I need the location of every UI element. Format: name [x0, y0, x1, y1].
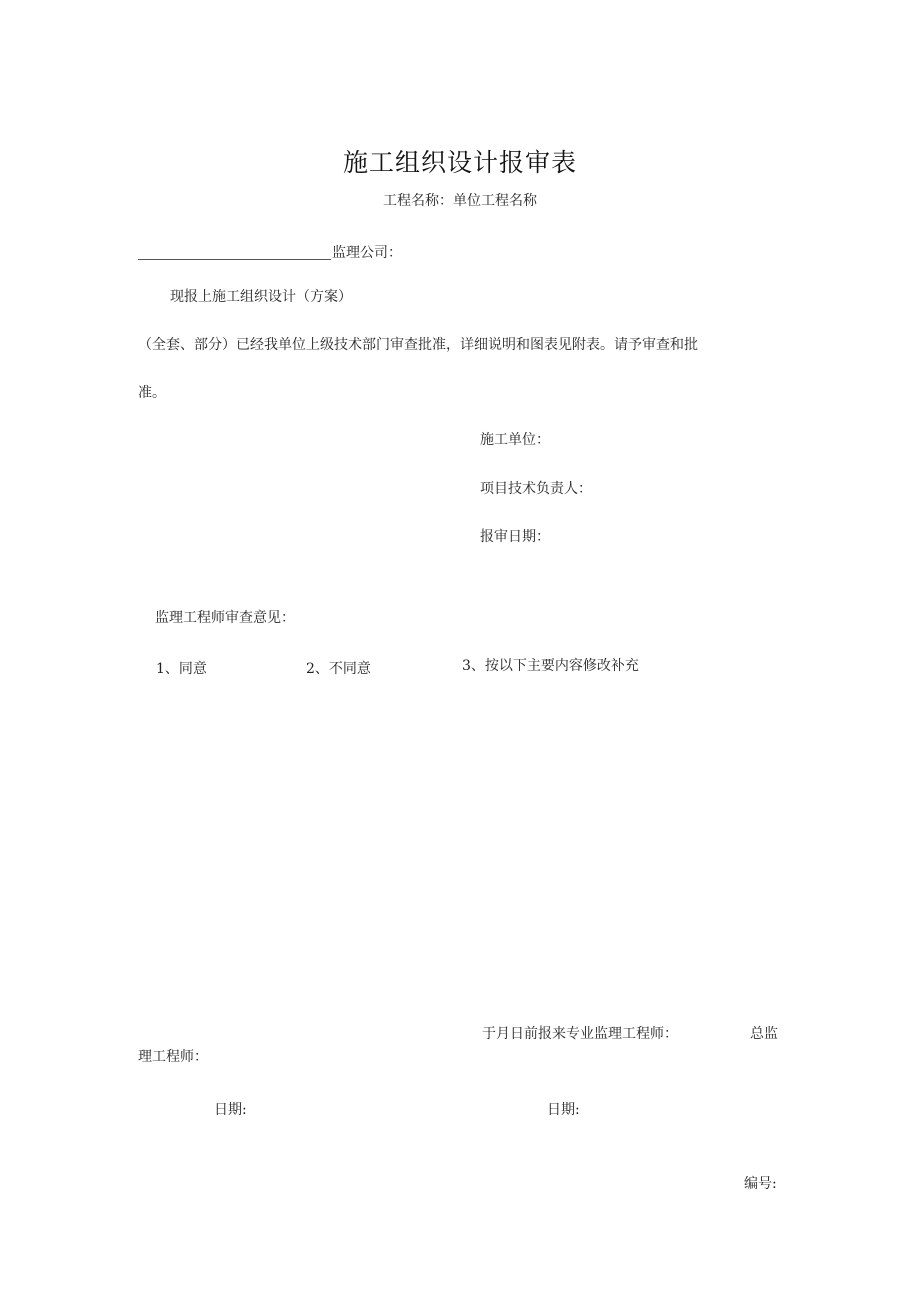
- chief-engineer-label-b: 理工程师：: [138, 1049, 208, 1065]
- option-agree[interactable]: 1、同意: [156, 661, 207, 677]
- option-disagree[interactable]: 2、不同意: [306, 661, 371, 677]
- date-label-right: 日期:: [547, 1102, 580, 1118]
- option-revise[interactable]: 3、按以下主要内容修改补充: [462, 658, 639, 674]
- submit-line: 现报上施工组织设计（方案）: [170, 289, 352, 305]
- submit-date-label: 报审日期：: [480, 529, 550, 545]
- body-line: （全套、部分）已经我单位上级技术部门审查批准，详细说明和图表见附表。请予审查和批: [138, 337, 698, 353]
- supervision-company-blank[interactable]: [138, 259, 331, 260]
- form-title: 施工组织设计报审表: [342, 148, 577, 177]
- date-label-left: 日期:: [214, 1102, 247, 1118]
- supervision-company-label: 监理公司：: [332, 245, 402, 261]
- project-name-label: 工程名称：单位工程名称: [383, 193, 537, 209]
- tech-lead-label: 项目技术负责人：: [480, 481, 592, 497]
- chief-engineer-label-a: 总监: [750, 1026, 778, 1042]
- construction-unit-label: 施工单位：: [480, 432, 550, 448]
- deadline-line: 于月日前报来专业监理工程师：: [482, 1026, 678, 1042]
- serial-number-label: 编号:: [744, 1176, 777, 1192]
- body-line-end: 准。: [138, 385, 166, 401]
- engineer-opinion-label: 监理工程师审查意见：: [155, 610, 295, 626]
